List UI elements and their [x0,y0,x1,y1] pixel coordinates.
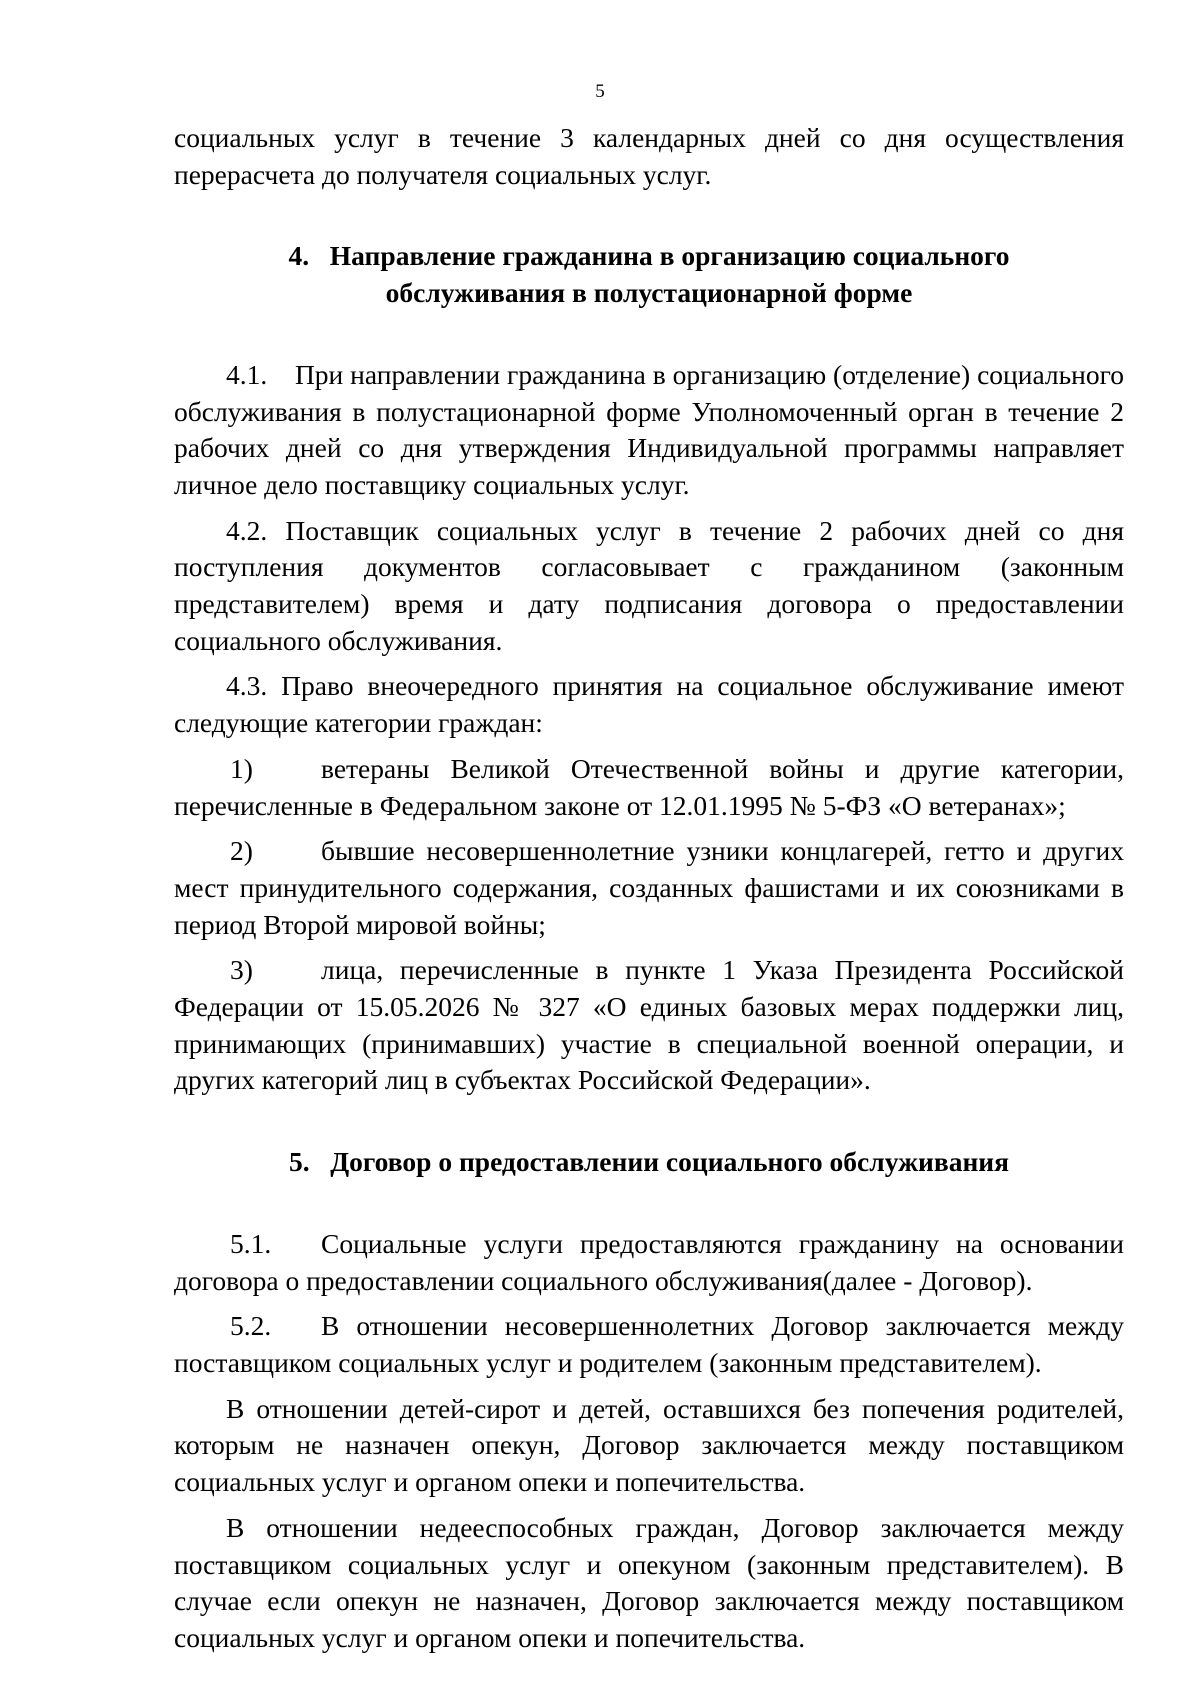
section-4-title-line-2: обслуживания в полустационарной форме [385,277,913,309]
paragraph-incapable: В отношении недееспособных граждан, Договор заключается между поставщиком социальных услуг и опекуном (законным представителем). В случае если опекун не назначен, Договор заключается между поставщиком социальных услуг и органом опеки и попечительства. [174,1511,1124,1653]
page-number: 5 [595,81,605,102]
paragraph-4-1-number: 4.1. [226,358,268,390]
list-item-number: 3) [230,954,253,986]
list-item-text: бывшие несовершеннолетние узники концлагерей, гетто и других мест принудительного содержания, созданных фашистами и их союзниками в период Второй мировой войны; [174,835,1124,940]
section-5-heading [174,1144,1124,1181]
paragraph-4-2: 4.2. Поставщик социальных услуг в течение 2 рабочих дней со дня поступления документов согласовывает с гражданином (законным представителем) время и дату подписания договора о предоставлении социального обслуживания. [174,514,1124,656]
intro-paragraph: социальных услуг в течение 3 календарных дней со дня осуществления перерасчета до получателя социальных услуг. [174,122,1124,190]
list-item [174,833,1124,943]
list-item-number: 1) [230,752,253,784]
list-item [174,751,1124,824]
section-4-heading [174,238,1124,311]
paragraph-4-1 [174,357,1124,504]
paragraph-4-1-text: При направлении гражданина в организацию (отделение) социального обслуживания в полустационарной форме Уполномоченный орган в течение 2 рабочих дней со дня утверждения Индивидуальной программы направляет личное дело поставщику социальных услуг. [174,358,1124,500]
paragraph-5-1 [174,1226,1124,1299]
paragraph-5-2-number: 5.2. [230,1310,272,1342]
paragraph-orphans: В отношении детей-сирот и детей, оставшихся без попечения родителей, которым не назначен опекун, Договор заключается между поставщиком социальных услуг и органом опеки и попечительства. [174,1392,1124,1498]
paragraph-5-2 [174,1308,1124,1381]
list-item-text: ветераны Великой Отечественной войны и другие категории, перечисленные в Федеральном законе от 12.01.1995 № 5-ФЗ «О ветеранах»; [174,752,1124,821]
paragraph-5-2-text: В отношении несовершеннолетних Договор заключается между поставщиком социальных услуг и родителем (законным представителем). [174,1310,1124,1378]
paragraph-4-3: 4.3. Право внеочередного принятия на социальное обслуживание имеют следующие категории граждан: [174,670,1124,739]
section-5-number: 5. [288,1146,310,1178]
document-body [174,120,1124,1657]
paragraph-5-1-number: 5.1. [230,1227,272,1259]
list-item [174,952,1124,1099]
paragraph-5-1-text: Социальные услуги предоставляются гражданину на основании договора о предоставлении социального обслуживания(далее - Договор). [174,1227,1124,1296]
list-item-number: 2) [230,835,253,867]
section-5-title: Договор о предоставлении социального обслуживания [330,1146,1010,1178]
section-4-heading-line-1 [174,238,1124,275]
section-4-number: 4. [288,240,310,272]
list-item-text: лица, перечисленные в пункте 1 Указа Президента Российской Федерации от 15.05.2026 № 327 «О единых базовых мерах поддержки лиц, принимающих (принимавших) участие в специальной военной операции, и других категорий лиц в субъектах Российской Федерации». [174,954,1124,1096]
section-4-title-line-1: Направление гражданина в организацию социального [329,240,1010,272]
